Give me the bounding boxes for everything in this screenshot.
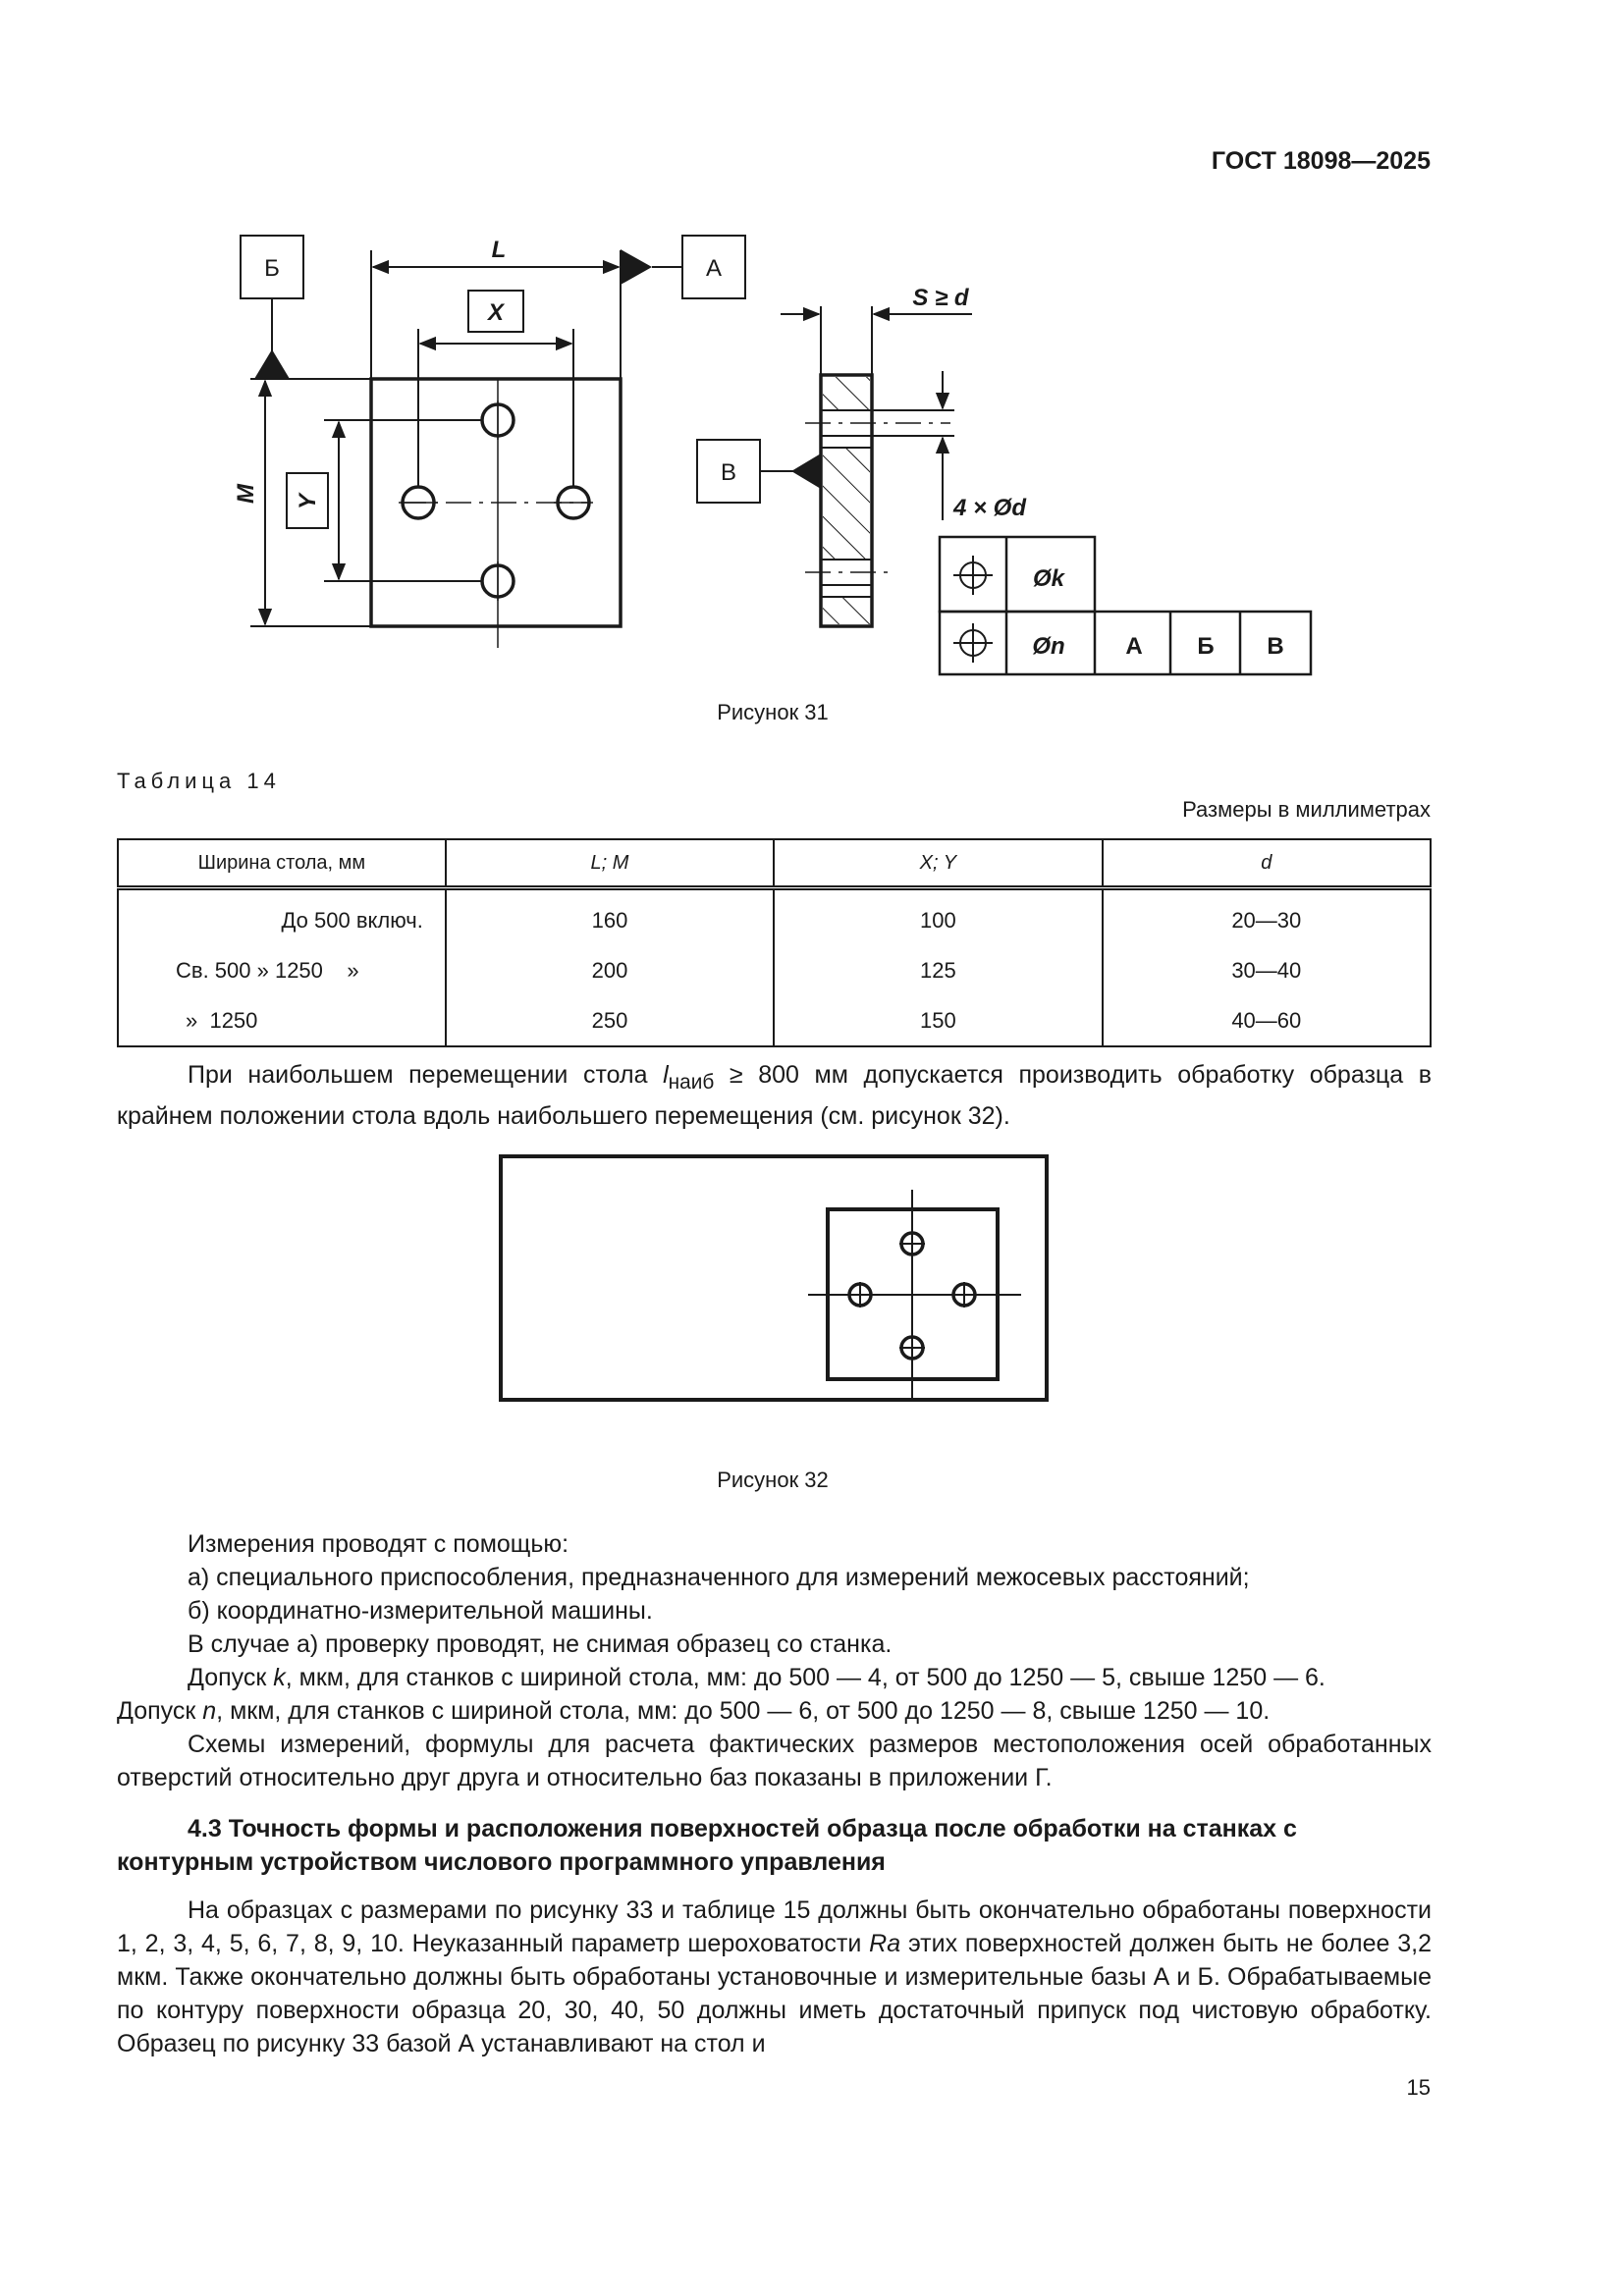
holes-label: 4 × Ød [952, 495, 1027, 521]
column-header: d [1103, 839, 1431, 888]
figure-31-caption: Рисунок 31 [717, 700, 829, 724]
column-header: Ширина стола, мм [118, 839, 446, 888]
table-outline [501, 1156, 1047, 1400]
tolerance-n-text: Допуск n, мкм, для станков с шириной стола, мм: до 500 — 6, от 500 до 1250 — 8, свыше 1250 — 10. [117, 1697, 1271, 1725]
figure-31-drawing [0, 0, 1624, 707]
dimension-s-label: S ≥ d [912, 285, 969, 311]
datum-b-triangle [254, 349, 290, 379]
table-cell: 150 [774, 995, 1102, 1046]
tolerance-k: Øk [1032, 565, 1065, 592]
datum-v-triangle [791, 454, 821, 489]
standard-number: ГОСТ 18098—2025 [1211, 147, 1431, 175]
tolerance-k-text: Допуск k, мкм, для станков с шириной стола, мм: до 500 — 4, от 500 до 1250 — 5, свыше 1250 — 6. [188, 1664, 1326, 1691]
figure-32-caption: Рисунок 32 [717, 1468, 829, 1492]
table-cell: 250 [446, 995, 774, 1046]
datum-b-label: Б [264, 255, 280, 282]
table-cell: 125 [774, 945, 1102, 995]
table-cell: 200 [446, 945, 774, 995]
table-cell: 20—30 [1103, 888, 1431, 946]
table-row [118, 945, 1431, 995]
table-cell: 30—40 [1103, 945, 1431, 995]
table-cell: До 500 включ. [118, 888, 446, 946]
measure-item-a: а) специального приспособления, предназначенного для измерений межосевых расстояний; [188, 1564, 1250, 1591]
schemes-text: Схемы измерений, формулы для расчета фактических размеров местоположения осей обработанных отверстий относительно друг друга и относительно баз показаны в приложении Г. [117, 1731, 1432, 1791]
figure-32-drawing [0, 1139, 1624, 1453]
dimension-l-label: L [491, 237, 507, 263]
tolerance-n: Øn [1032, 633, 1065, 660]
section-paragraph: На образцах с размерами по рисунку 33 и таблице 15 должны быть окончательно обработаны поверхности 1, 2, 3, 4, 5, 6, 7, 8, 9, 10. Неуказанный параметр шероховатости Ra этих поверхностей должен быть не более 3,2 мкм. Также окончательно должны быть обработаны установочные и измерительные базы А и Б. Обрабатываемые по контуру поверхности образца 20, 30, 40, 50 должны иметь достаточный припуск под чистовую обработку. Образец по рисунку 33 базой А устанавливают на стол и [117, 1896, 1432, 2057]
dimension-x-label: X [487, 299, 505, 326]
measure-item-b: б) координатно-измерительной машины. [188, 1597, 653, 1625]
measurement-text [117, 1527, 1432, 1794]
table-cell: 40—60 [1103, 995, 1431, 1046]
table-cell: Св. 500 » 1250 » [118, 945, 446, 995]
table-14 [117, 838, 1432, 1047]
section-heading: 4.3 Точность формы и расположения поверхностей образца после обработки на станках с контурным устройством числового программного управления [117, 1815, 1297, 1876]
reference-b: Б [1197, 633, 1215, 660]
measure-intro: Измерения проводят с помощью: [188, 1530, 569, 1558]
table-cell: 100 [774, 888, 1102, 946]
table-row [118, 888, 1431, 946]
paragraph-largest-travel: При наибольшем перемещении стола $l_{наиб} \ge 800$ мм допускается производить обработку образца в крайнем положении стола вдоль наибольшего перемещения (см. рисунок 32). [117, 1061, 1432, 1130]
table-label: Таблица 14 [117, 769, 281, 793]
dimension-m-label: M [233, 484, 259, 504]
table-cell: 160 [446, 888, 774, 946]
datum-a-label: А [705, 255, 723, 282]
page-number: 15 [1406, 2075, 1431, 2100]
datum-v-label: В [720, 459, 737, 486]
column-header: L; M [446, 839, 774, 888]
measure-case: В случае а) проверку проводят, не снимая образец со станка. [188, 1630, 893, 1658]
reference-a: А [1125, 633, 1143, 660]
dimension-y-label: Y [295, 493, 321, 510]
table-row [118, 995, 1431, 1046]
table-units: Размеры в миллиметрах [1182, 797, 1431, 822]
table-cell: » 1250 [118, 995, 446, 1046]
datum-a-triangle [621, 249, 652, 285]
column-header: X; Y [774, 839, 1102, 888]
reference-v: В [1267, 633, 1284, 660]
